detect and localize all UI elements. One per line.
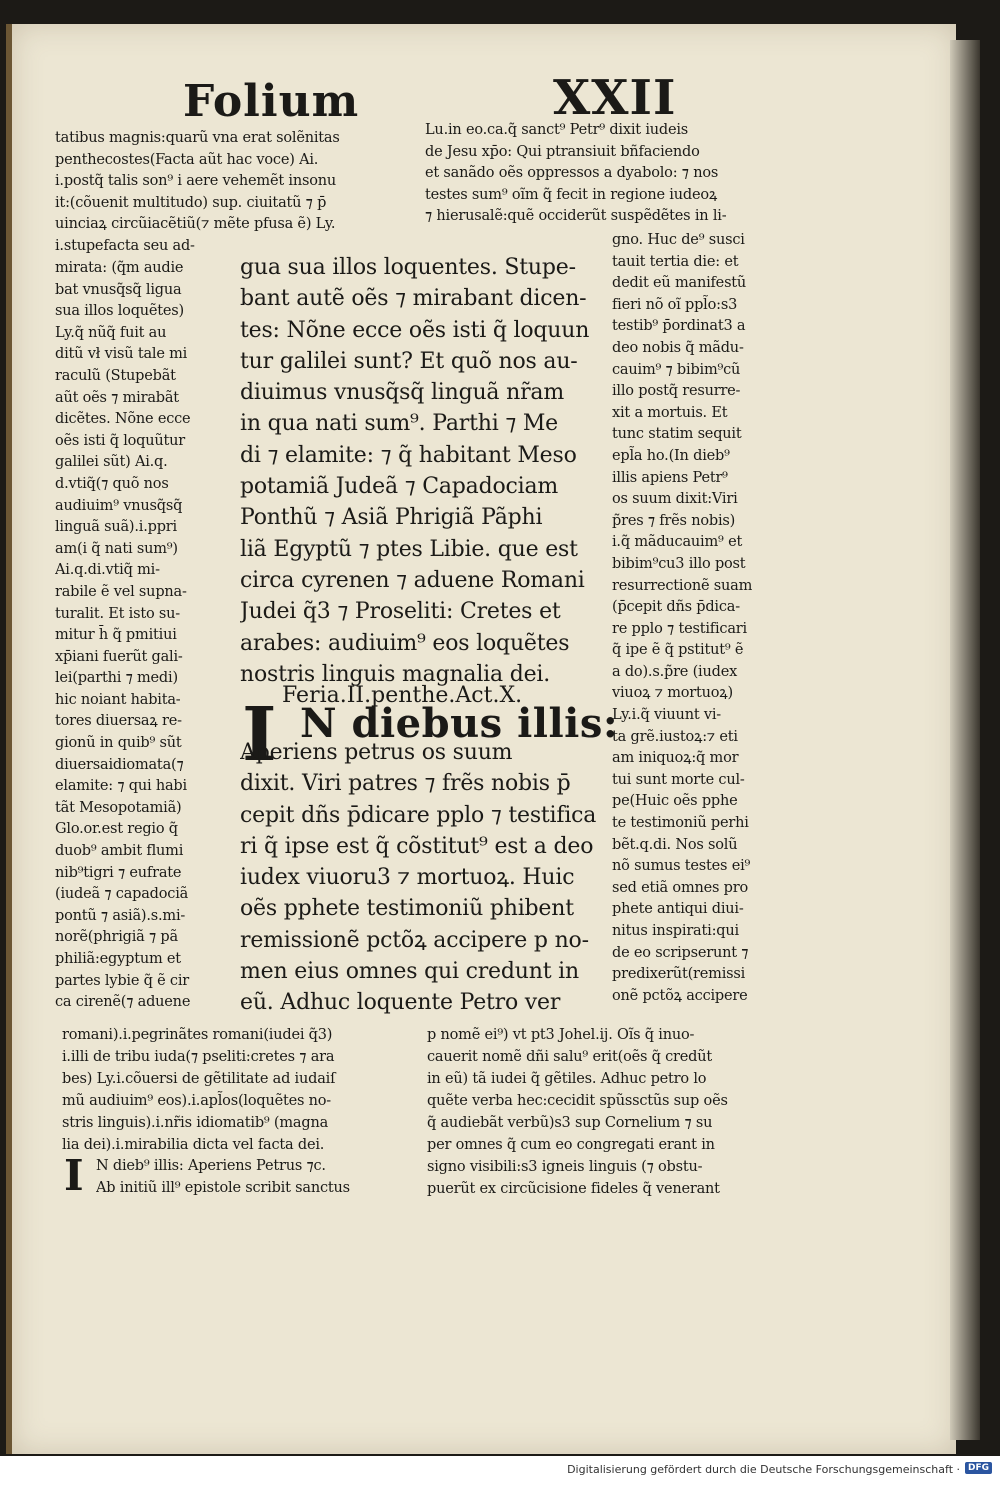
text-line: in eũ) tã iudei q̃ gẽtiles. Adhuc petro lo — [427, 1071, 707, 1087]
text-line: dixit. Viri patres ⁊ frẽs nobis p̄ — [240, 771, 571, 797]
text-line: de Jesu xp̄o: Qui ptransiuit bñfaciendo — [425, 143, 700, 160]
text-line: nitus inspirati:qui — [612, 923, 739, 939]
text-line: oẽs isti q̃ loquũtur — [55, 432, 186, 449]
text-line: pe(Huic oẽs pphe — [612, 793, 738, 810]
text-line: cauim⁹ ⁊ bibim⁹cũ — [612, 361, 741, 378]
text-line: cauerit nomẽ dñi salu⁹ erit(oẽs q̃ credũt — [427, 1049, 713, 1065]
gloss-right-column — [612, 230, 784, 1007]
text-line: dicẽtes. Nõne ecce — [55, 411, 191, 428]
text-line: Lu.in eo.ca.q̃ sanct⁹ Petr⁹ dixit iudeis — [425, 122, 689, 138]
text-line: illis apiens Petr⁹ — [612, 469, 728, 486]
text-line: te testimoniũ perhi — [612, 815, 749, 832]
text-line: predixerũt(remissi — [612, 966, 746, 983]
text-line: tes: Nõne ecce oẽs isti q̃ loquun — [240, 317, 590, 343]
text-line: elamite: ⁊ qui habi — [55, 778, 187, 795]
text-line: bat vnusq̃sq̃ ligua — [55, 281, 182, 298]
text-line: gua sua illos loquentes. Stupe- — [240, 255, 576, 280]
text-line: et sanãdo oẽs oppressos a dyabolo: ⁊ nos — [425, 165, 719, 182]
text-line: epl̃a ho.(In dieb⁹ — [612, 447, 730, 464]
text-line: turalit. Et isto su- — [55, 605, 181, 622]
text-line: p̃res ⁊ frẽs nobis) — [612, 512, 736, 529]
text-line: Aperiens petrus os suum — [240, 740, 513, 765]
text-line: de eo scripserunt ⁊ — [612, 944, 749, 961]
text-line: liã Egyptũ ⁊ ptes Libie. que est — [240, 536, 578, 562]
text-line: gno. Huc de⁹ susci — [612, 232, 745, 248]
footer-text: Digitalisierung gefördert durch die Deutsche Forschungsgemeinschaft · — [567, 1463, 960, 1476]
text-line: lia dei).i.mirabilia dicta vel facta dei. — [62, 1137, 325, 1153]
text-line: nõ sumus testes ei⁹ — [612, 858, 751, 875]
text-line: tur galilei sunt? Et quõ nos au- — [240, 348, 578, 374]
text-line: p nomẽ ei⁹) vt pt3 Johel.ij. Oĩs q̃ inuo- — [427, 1027, 695, 1043]
text-line: Ly.i.q̃ viuunt vi- — [612, 707, 721, 724]
text-line: puerũt ex circũcisione fideles q̃ venerant — [427, 1181, 720, 1197]
text-line: am(i q̃ nati sum⁹) — [55, 540, 178, 557]
text-line: i.illi de tribu iuda(⁊ pseliti:cretes ⁊ ara — [62, 1049, 335, 1065]
text-line: potamiã Judeã ⁊ Capadociam — [240, 474, 559, 500]
text-line: a do).s.p̃re (iudex — [612, 663, 738, 680]
text-line: mũ audiuim⁹ eos).i.apl̃os(loquẽtes no- — [62, 1093, 331, 1109]
text-line: dedit eũ manifestũ — [612, 275, 747, 292]
text-line: philiã:egyptum et — [55, 951, 181, 967]
text-line: Glo.or.est regio q̃ — [55, 821, 178, 838]
text-line: gionũ in quib⁹ sũt — [55, 735, 182, 752]
text-line: raculũ (Stupebãt — [55, 367, 176, 384]
text-line: diuimus vnusq̃sq̃ linguã nr̃am — [240, 380, 565, 406]
text-line: ri q̃ ipse est q̃ cõstitut⁹ est a deo — [240, 833, 594, 859]
gloss-left-column — [55, 258, 225, 1014]
text-line: (p̄cepit dñs p̄dica- — [612, 599, 740, 616]
text-line: sed etiã omnes pro — [612, 879, 749, 896]
text-line: Ab initiũ ill⁹ epistole scribit sanctus — [96, 1180, 350, 1196]
text-line: re pplo ⁊ testificari — [612, 620, 747, 637]
folio-number: XXII — [553, 70, 677, 126]
text-line: tãt Mesopotamiã) — [55, 799, 182, 816]
text-line: viuoꝝ ⁊ mortuoꝝ) — [612, 685, 733, 702]
text-line: diuersaidiomata(⁊ — [55, 756, 184, 773]
dfg-logo-icon: DFG — [965, 1462, 992, 1474]
text-line: galilei sũt) Ai.q. — [55, 454, 168, 471]
gloss-bottom-left — [62, 1024, 417, 1156]
text-line: bẽt.q.di. Nos solũ — [612, 836, 738, 853]
text-line: norẽ(phrigiã ⁊ pã — [55, 929, 178, 946]
text-line: N dieb⁹ illis: Aperiens Petrus ⁊c. — [96, 1158, 326, 1174]
text-line: q̃ audiebãt verbũ)s3 sup Cornelium ⁊ su — [427, 1115, 713, 1131]
text-line: signo visibili:s3 igneis linguis (⁊ obstu- — [427, 1159, 703, 1175]
text-line: Ly.q̃ nũq̃ fuit au — [55, 324, 167, 341]
footer-bar — [0, 1456, 1000, 1485]
text-line: resurrectionẽ suam — [612, 577, 753, 594]
page-edge — [950, 40, 980, 1440]
text-line: oẽs pphete testimoniũ phibent — [240, 896, 574, 922]
gloss-bottom-left-end — [96, 1155, 416, 1199]
text-line: sua illos loquẽtes) — [55, 303, 185, 320]
text-line: quẽte verba hec:cecidit spũssctũs sup oẽs — [427, 1093, 728, 1109]
text-line: men eius omnes qui credunt in — [240, 959, 579, 985]
text-line: q̃ ipe ẽ q̃ pstitut⁹ ẽ — [612, 642, 744, 659]
text-line: onẽ pctõꝝ accipere — [612, 987, 748, 1004]
text-line: eũ. Adhuc loquente Petro ver — [240, 990, 561, 1016]
text-line: arabes: audiuim⁹ eos loquẽtes — [240, 630, 570, 656]
text-line: Judei q̃3 ⁊ Proseliti: Cretes et — [240, 599, 561, 625]
text-line: xp̄iani fuerũt gali- — [55, 648, 183, 665]
text-line: partes lybie q̃ ẽ cir — [55, 972, 190, 989]
text-line: bibim⁹cu3 illo post — [612, 555, 746, 572]
text-line: mirata: (q̃m audie — [55, 260, 184, 276]
small-initial: I — [64, 1151, 84, 1200]
drop-cap-initial: I — [242, 692, 277, 778]
text-line: d.vtiq̃(⁊ quõ nos — [55, 475, 169, 492]
text-line: i.q̃ mãducauim⁹ et — [612, 534, 743, 551]
text-line: lei(parthi ⁊ medi) — [55, 670, 178, 687]
text-line: bes) Ly.i.cõuersi de gẽtilitate ad iudaiſ — [62, 1071, 336, 1087]
text-line: remissionẽ pctõꝝ accipere p no- — [240, 927, 589, 953]
text-line: (iudeã ⁊ capadociã — [55, 886, 189, 903]
text-line: Ponthũ ⁊ Asiã Phrigiã Pãphi — [240, 505, 543, 531]
text-line: deo nobis q̃ mãdu- — [612, 339, 744, 356]
text-line: ta grẽ.iustoꝝ:⁊ eti — [612, 728, 738, 745]
text-line: tores diuersaꝝ re- — [55, 713, 182, 730]
text-line: romani).i.pegrinãtes romani(iudei q̃3) — [62, 1027, 333, 1043]
text-line: cepit dñs p̄dicare pplo ⁊ testifica — [240, 802, 597, 828]
main-text-column-2 — [240, 737, 602, 1019]
text-line: os suum dixit:Viri — [612, 491, 738, 508]
running-head-folium: Folium — [183, 76, 360, 127]
text-line: phete antiqui diui- — [612, 901, 744, 918]
text-line: mitur h̄ q̃ pmitiui — [55, 627, 177, 644]
text-line: linguã suã).i.ppri — [55, 519, 177, 536]
text-line: ditũ vł visũ tale mi — [55, 346, 188, 363]
text-line: tui sunt morte cul- — [612, 771, 745, 788]
text-line: i.stupefacta seu ad- — [55, 237, 195, 254]
text-line: ⁊ hierusalẽ:quẽ occiderũt suspẽdẽtes in li- — [425, 208, 727, 225]
incipit-line: N diebus illis: — [300, 700, 619, 747]
text-line: tauit tertia die: et — [612, 253, 739, 270]
text-line: circa cyrenen ⁊ aduene Romani — [240, 567, 585, 593]
text-line: nostris linguis magnalia dei. — [240, 661, 551, 687]
text-line: testib⁹ p̄ordinat3 a — [612, 318, 746, 335]
text-line: fieri nõ oĩ ppl̃o:s3 — [612, 296, 738, 313]
text-line: rabile ẽ vel supna- — [55, 583, 187, 600]
text-line: pontũ ⁊ asiã).s.mi- — [55, 907, 186, 924]
text-line: am iniquoꝝ:q̃ mor — [612, 750, 739, 767]
text-line: testes sum⁹ oĩm q̃ fecit in regione iudeoꝝ — [425, 186, 718, 203]
text-line: hic noiant habita- — [55, 691, 181, 708]
text-line: xit a mortuis. Et — [612, 404, 728, 421]
rubric-heading: Feria.II.penthe.Act.X. — [282, 683, 523, 708]
text-line: stris linguis).i.nr̃is idiomatib⁹ (magna — [62, 1115, 329, 1131]
text-line: di ⁊ elamite: ⁊ q̃ habitant Meso — [240, 442, 577, 468]
gloss-bottom-right — [427, 1024, 772, 1200]
text-line: audiuim⁹ vnusq̃sq̃ — [55, 497, 183, 514]
gloss-top-right — [425, 120, 785, 228]
text-line: iudex viuoru3 ⁊ mortuoꝝ. Huic — [240, 865, 575, 891]
text-line: nib⁹tigri ⁊ eufrate — [55, 864, 182, 881]
gloss-top-left — [55, 128, 405, 258]
text-line: per omnes q̃ cum eo congregati erant in — [427, 1137, 715, 1153]
text-line: tunc statim sequit — [612, 426, 742, 443]
text-line: illo postq̃ resurre- — [612, 383, 741, 400]
text-line: in qua nati sum⁹. Parthi ⁊ Me — [240, 411, 559, 437]
main-text-column — [240, 252, 602, 690]
text-line: aũt oẽs ⁊ mirabãt — [55, 389, 179, 406]
text-line: penthecostes(Facta aũt hac voce) Ai. — [55, 151, 319, 168]
text-line: ca cirenẽ(⁊ aduene — [55, 994, 191, 1011]
text-line: Ai.q.di.vtiq̃ mi- — [55, 562, 160, 579]
text-line: i.postq̃ talis son⁹ i aere vehemẽt insonu — [55, 173, 337, 190]
text-line: tatibus magnis:quarũ vna erat solẽnitas — [55, 130, 340, 146]
text-line: duob⁹ ambit flumi — [55, 843, 184, 860]
text-line: bant autẽ oẽs ⁊ mirabant dicen- — [240, 286, 587, 312]
text-line: uinciaꝝ circũiacẽtiũ(⁊ mẽte pfusa ẽ) Ly. — [55, 216, 336, 233]
text-line: it:(cõuenit multitudo) sup. ciuitatũ ⁊ p̄ — [55, 194, 327, 211]
